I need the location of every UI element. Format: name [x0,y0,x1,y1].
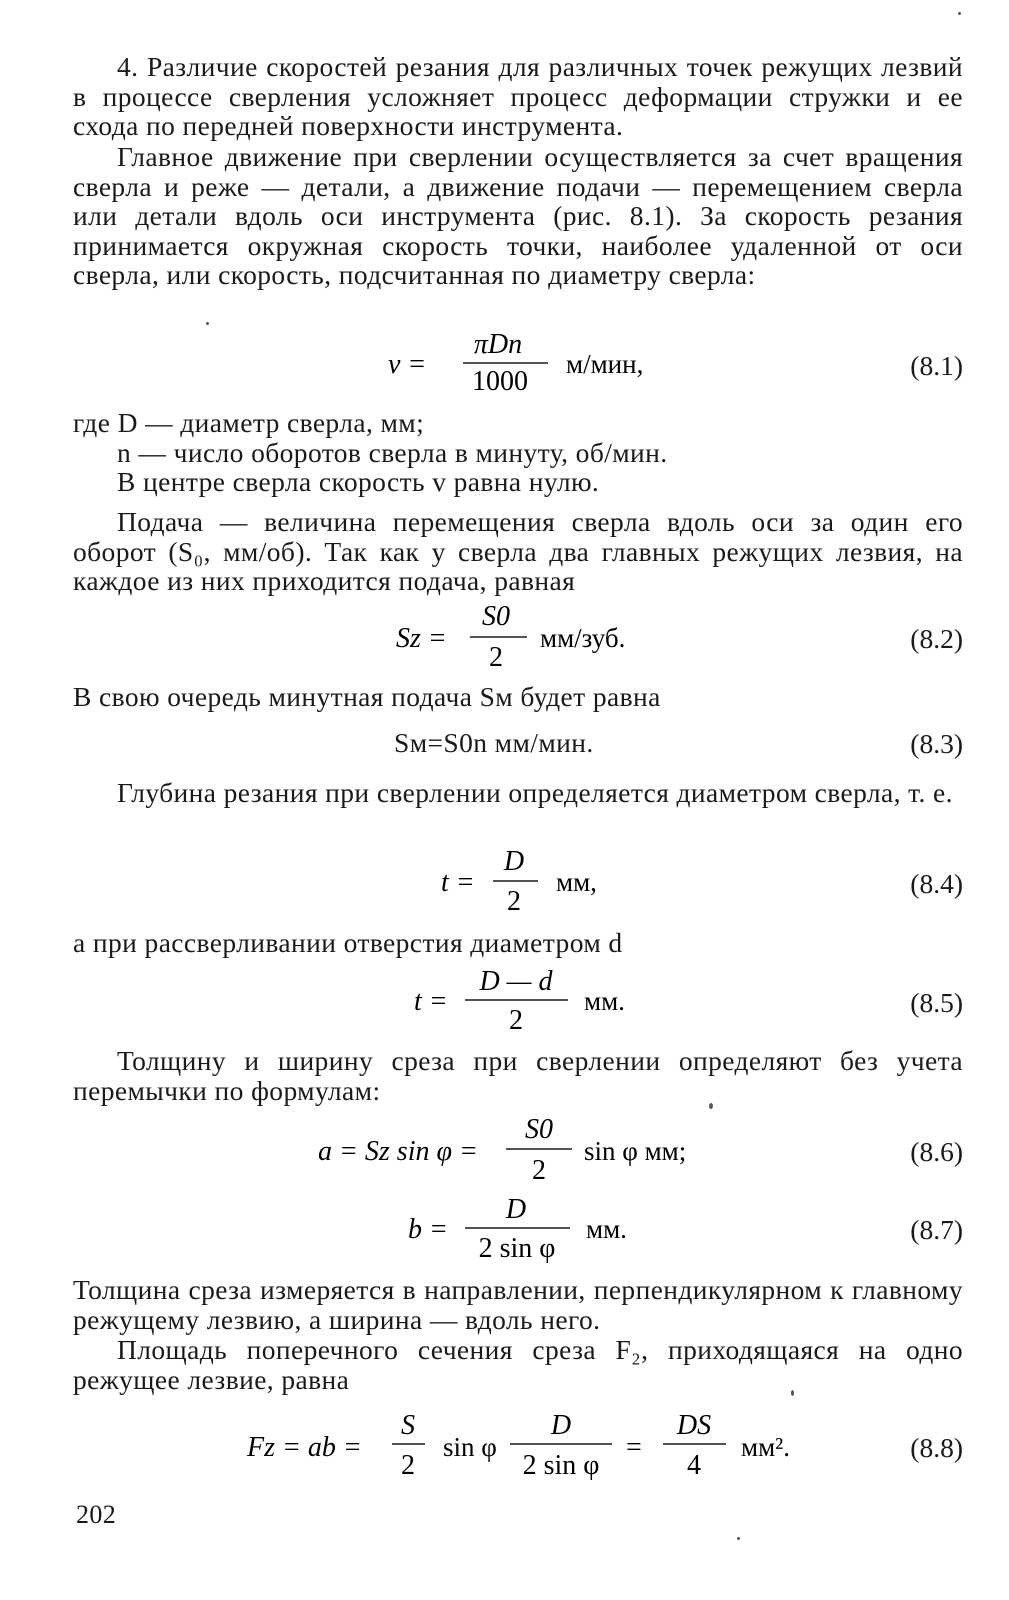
eq-8-8-lhs: Fz = ab = [247,1432,362,1463]
equation-8-6 [0,1116,1009,1186]
paragraph-5: В свою очередь минутная подача Sм будет равна [73,681,661,712]
eq-8-8-den1: 2 [401,1450,415,1480]
eq-8-6-number: (8.6) [910,1136,963,1167]
eq-8-1-unit: м/мин, [566,349,644,379]
paragraph-8: Толщину и ширину среза при сверлении определяют без учета перемычки по формулам: [73,1045,963,1106]
eq-8-2-lhs: Sz = [396,623,447,654]
scan-speck [791,1390,794,1396]
eq-8-8-den3: 4 [687,1450,701,1480]
scan-speck [709,1103,713,1109]
paragraph-7: а при рассверливании отверстия диаметром d [73,927,623,958]
equation-8-8 [0,1410,1009,1480]
eq-8-4-unit: мм, [556,867,597,897]
eq-8-2-unit: мм/зуб. [540,623,626,653]
eq-8-7-numerator: D [505,1194,527,1225]
where-line-2: n — число оборотов сверла в минуту, об/мин. [117,437,668,468]
equation-8-5 [0,966,1009,1036]
eq-8-8-num3: DS [676,1410,712,1441]
eq-8-8-num2: D [550,1410,572,1441]
eq-8-1-lhs: v = [388,349,427,380]
eq-8-6-denominator: 2 [532,1155,546,1186]
eq-8-4-numerator: D [503,848,525,877]
paragraph-10: Площадь поперечного сечения среза F₂, приходящаяся на одно режущее лезвие, равна [73,1334,963,1395]
eq-8-7-lhs: b = [408,1214,448,1245]
eq-8-2-number: (8.2) [910,623,963,654]
equation-8-7 [0,1194,1009,1264]
eq-8-1-denominator: 1000 [472,366,528,397]
paragraph-3: В центре сверла скорость v равна нулю. [117,466,600,497]
paragraph-4: Подача — величина перемещения сверла вдоль оси за один его оборот (S₀, мм/об). Так как у сверла два главных режущих лезвия, на каждое из них приходится подача, равная [73,506,963,596]
eq-8-3-number: (8.3) [910,728,963,759]
eq-8-8-equals: = [626,1432,642,1463]
scan-speck [206,322,209,325]
eq-8-7-number: (8.7) [910,1214,963,1245]
eq-8-4-denominator: 2 [507,886,521,917]
eq-8-5-denominator: 2 [509,1005,523,1036]
eq-8-8-unit: мм². [741,1432,791,1462]
eq-8-7-denominator: 2 sin φ [478,1233,556,1264]
paragraph-9: Толщина среза измеряется в направлении, перпендикулярном к главному режущему лезвию, а ширина — вдоль него. [73,1274,963,1335]
eq-8-1-numerator: πDn [473,329,523,360]
eq-8-1-number: (8.1) [910,350,963,381]
where-line-1: где D — диаметр сверла, мм; [73,407,425,438]
scan-speck [737,1537,740,1540]
equation-8-1 [0,328,1009,398]
equation-8-4 [0,848,1009,918]
eq-8-8-number: (8.8) [910,1432,963,1463]
eq-8-7-unit: мм. [586,1214,627,1244]
page-number: 202 [76,1500,117,1529]
scan-speck [958,12,961,15]
eq-8-5-unit: мм. [584,986,625,1016]
eq-8-5-lhs: t = [414,986,448,1017]
eq-8-2-numerator: S0 [482,603,510,632]
eq-8-8-den2: 2 sin φ [522,1450,600,1480]
eq-8-4-number: (8.4) [910,868,963,899]
eq-8-6-numerator: S0 [525,1116,553,1145]
equation-8-2 [0,603,1009,673]
eq-8-6-lhs: a = Sz sin φ = [318,1136,478,1167]
eq-8-6-unit: sin φ мм; [584,1136,687,1166]
eq-8-8-num1: S [401,1410,415,1441]
eq-8-5-numerator: D — d [479,966,553,997]
eq-8-2-denominator: 2 [489,642,503,673]
eq-8-8-mid: sin φ [443,1432,497,1462]
paragraph-6: Глубина резания при сверлении определяется диаметром сверла, т. е. [117,777,953,808]
eq-8-3-expression: Sм=S0n мм/мин. [394,727,594,758]
paragraph-2: Главное движение при сверлении осуществляется за счет вращения сверла и реже — детали, а движение подачи — перемещением сверла или детали вдоль оси инструмента (рис. 8.1). За скорость резания принимается окружная скорость точки, наиболее удаленной от оси сверла, или скорость, подсчитанная по диаметру сверла: [73,141,963,290]
eq-8-5-number: (8.5) [910,987,963,1018]
paragraph-1: 4. Различие скоростей резания для различных точек режущих лезвий в процессе сверления усложняет процесс деформации стружки и ее схода по передней поверхности инструмента. [73,51,963,141]
eq-8-4-lhs: t = [441,867,475,898]
